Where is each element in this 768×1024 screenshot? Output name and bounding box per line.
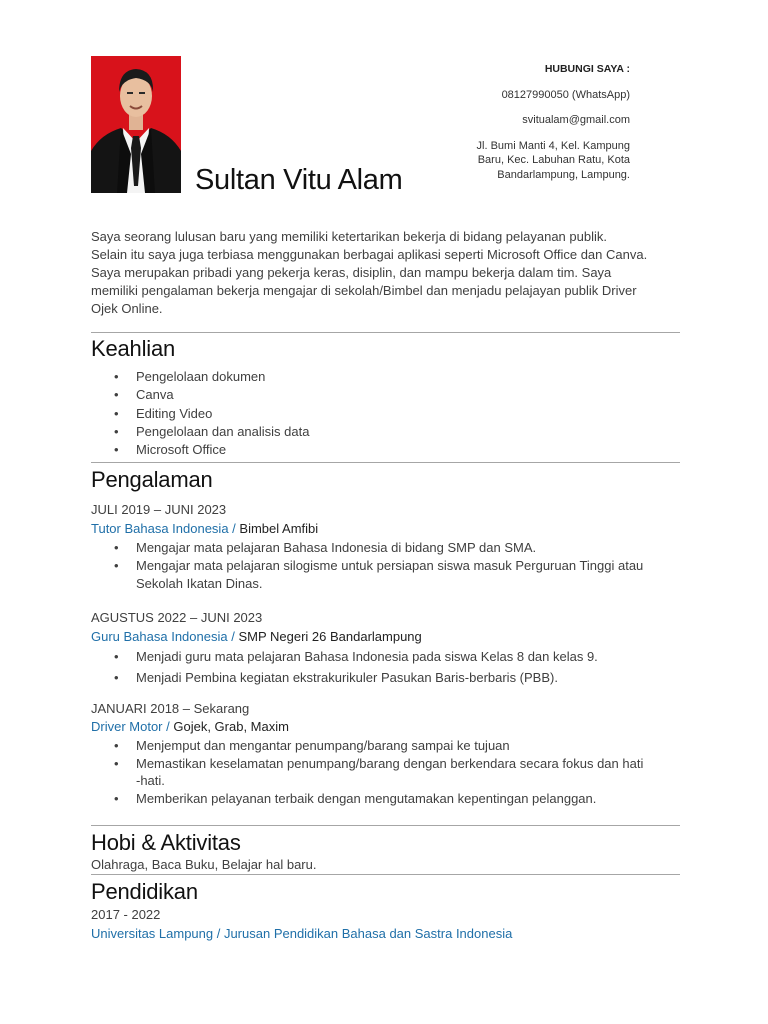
job-separator: / <box>228 521 240 536</box>
bullet-line: Sekolah Ikatan Dinas. <box>136 576 263 591</box>
section-divider <box>91 825 680 826</box>
job-organization: Bimbel Amfibi <box>239 521 319 536</box>
summary-line: memiliki pengalaman bekerja mengajar di sekolah/Bimbel dan menjadu pelajayan publik Driver <box>91 283 637 299</box>
bullet-line: Menjadi Pembina kegiatan ekstrakurikuler Pasukan Baris-berbaris (PBB). <box>136 669 558 685</box>
job-bullet <box>91 755 683 790</box>
education-institution: Universitas Lampung / Jurusan Pendidikan Bahasa dan Sastra Indonesia <box>91 926 513 941</box>
experience-title: Pengalaman <box>91 467 213 492</box>
job-separator: / <box>227 629 239 644</box>
job-bullets <box>91 539 683 593</box>
job-bullet <box>91 647 683 668</box>
skills-list <box>91 368 683 459</box>
job-bullets <box>91 737 683 807</box>
bullet-line: -hati. <box>136 773 165 789</box>
job-organization: Gojek, Grab, Maxim <box>173 719 289 734</box>
job-heading <box>91 719 289 734</box>
hobbies-title: Hobi & Aktivitas <box>91 830 241 855</box>
education-period: 2017 - 2022 <box>91 907 161 922</box>
summary-line: Saya merupakan pribadi yang pekerja keras, disiplin, dan mampu bekerja dalam tim. Saya <box>91 265 612 281</box>
skill-item: • Editing Video <box>91 405 683 423</box>
summary-line: Saya seorang lulusan baru yang memiliki ketertarikan bekerja di bidang pelayanan publik. <box>91 229 607 244</box>
section-divider <box>91 332 680 333</box>
address-line: Jl. Bumi Manti 4, Kel. Kampung <box>476 139 630 152</box>
job-bullet <box>91 790 683 808</box>
skills-title: Keahlian <box>91 336 176 361</box>
skill-item: • Pengelolaan dokumen <box>91 368 683 386</box>
profile-photo <box>91 56 181 193</box>
job-role: Driver Motor <box>91 719 163 734</box>
job-organization: SMP Negeri 26 Bandarlampung <box>238 629 422 644</box>
job-heading <box>91 521 318 536</box>
email-address: svitualam@gmail.com <box>522 114 630 126</box>
bullet-line: Mengajar mata pelajaran silogisme untuk persiapan siswa masuk Perguruan Tinggi atau <box>136 558 644 573</box>
bullet-line: Memastikan keselamatan penumpang/barang dengan berkendara secara fokus dan hati <box>136 755 644 771</box>
address-line: Bandarlampung, Lampung. <box>497 168 630 181</box>
job-role: Tutor Bahasa Indonesia <box>91 521 229 536</box>
summary-line: Ojek Online. <box>91 301 163 317</box>
job-bullet <box>91 539 683 557</box>
bullet-line: Menjadi guru mata pelajaran Bahasa Indonesia pada siswa Kelas 8 dan kelas 9. <box>136 649 598 664</box>
job-separator: / <box>162 719 174 734</box>
summary-paragraph <box>91 228 683 318</box>
bullet-line: Menjemput dan mengantar penumpang/barang sampai ke tujuan <box>136 738 510 753</box>
bullet-line: Memberikan pelayanan terbaik dengan mengutamakan kepentingan pelanggan. <box>136 790 597 806</box>
job-bullets <box>91 647 683 688</box>
address <box>410 139 630 183</box>
summary-line: Selain itu saya juga terbiasa menggunakan berbagai aplikasi seperti Microsoft Office dan Canva. <box>91 247 648 263</box>
job-bullet <box>91 557 683 593</box>
job-period: JANUARI 2018 – Sekarang <box>91 701 250 716</box>
job-heading <box>91 629 422 644</box>
address-line: Baru, Kec. Labuhan Ratu, Kota <box>477 154 630 166</box>
job-period: AGUSTUS 2022 – JUNI 2023 <box>91 610 263 625</box>
skill-item: • Microsoft Office <box>91 441 683 459</box>
full-name: Sultan Vitu Alam <box>195 164 403 196</box>
section-divider <box>91 462 680 463</box>
job-bullet <box>91 668 683 689</box>
job-period: JULI 2019 – JUNI 2023 <box>91 502 227 517</box>
bullet-line: Mengajar mata pelajaran Bahasa Indonesia di bidang SMP dan SMA. <box>136 540 537 555</box>
skill-item: • Canva <box>91 386 683 404</box>
job-role: Guru Bahasa Indonesia <box>91 629 228 644</box>
phone-number: 08127990050 (WhatsApp) <box>501 88 630 101</box>
contact-heading: HUBUNGI SAYA : <box>544 63 630 75</box>
skill-item: • Pengelolaan dan analisis data <box>91 423 683 441</box>
education-title: Pendidikan <box>91 879 198 904</box>
section-divider <box>91 874 680 875</box>
contact-block <box>410 62 630 182</box>
hobbies-text: Olahraga, Baca Buku, Belajar hal baru. <box>91 857 317 872</box>
job-bullet <box>91 737 683 755</box>
